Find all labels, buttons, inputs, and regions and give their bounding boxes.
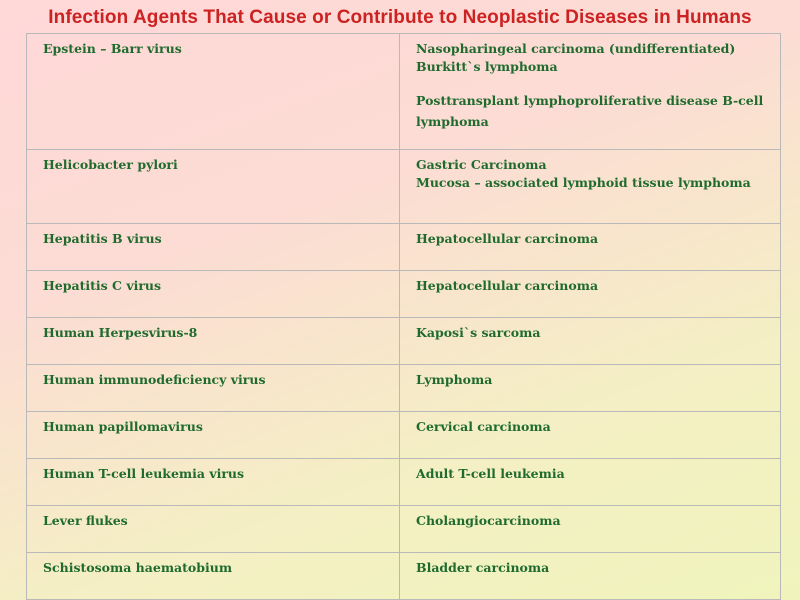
table-row: [27, 224, 781, 271]
disease-name: Lymphoma: [416, 372, 493, 387]
agent-name: Human T-cell leukemia virus: [43, 466, 245, 481]
disease-cell: [400, 224, 781, 271]
disease-name: Posttransplant lymphoproliferative disease B-cell: [416, 93, 764, 108]
agent-name: Human immunodeficiency virus: [43, 372, 266, 387]
table-row: [27, 365, 781, 412]
agent-cell: [27, 412, 400, 459]
agent-name: Epstein – Barr virus: [43, 41, 182, 56]
agent-name: Hepatitis B virus: [43, 231, 162, 246]
disease-cell: [400, 271, 781, 318]
disease-cell: [400, 506, 781, 553]
agent-name: Human papillomavirus: [43, 419, 203, 434]
disease-name: Mucosa – associated lymphoid tissue lymphoma: [416, 175, 751, 190]
agent-name: Lever flukes: [43, 513, 128, 528]
agent-name: Schistosoma haematobium: [43, 560, 233, 575]
table-row: [27, 271, 781, 318]
agent-cell: [27, 365, 400, 412]
agent-cell: [27, 150, 400, 224]
agent-cell: [27, 459, 400, 506]
disease-name: Bladder carcinoma: [416, 560, 550, 575]
agent-name: Human Herpesvirus-8: [43, 325, 198, 340]
disease-cell: [400, 553, 781, 600]
table-row: [27, 34, 781, 150]
disease-name: Cervical carcinoma: [416, 419, 551, 434]
table-row: [27, 318, 781, 365]
table-row: [27, 553, 781, 600]
table-row: [27, 506, 781, 553]
disease-name: Kaposi`s sarcoma: [416, 325, 541, 340]
table-row: [27, 412, 781, 459]
disease-cell: [400, 365, 781, 412]
agent-cell: [27, 224, 400, 271]
disease-cell: [400, 150, 781, 224]
agent-cell: [27, 506, 400, 553]
table-row: [27, 459, 781, 506]
agent-name: Helicobacter pylori: [43, 157, 178, 172]
disease-name: Adult T-cell leukemia: [416, 466, 565, 481]
disease-name: lymphoma: [416, 114, 489, 129]
disease-cell: [400, 412, 781, 459]
agent-cell: [27, 271, 400, 318]
agent-cell: [27, 318, 400, 365]
disease-cell: [400, 34, 781, 150]
disease-cell: [400, 318, 781, 365]
agent-cell: [27, 34, 400, 150]
disease-name: Cholangiocarcinoma: [416, 513, 561, 528]
agent-name: Hepatitis C virus: [43, 278, 162, 293]
agent-cell: [27, 553, 400, 600]
slide-title: Infection Agents That Cause or Contribute to Neoplastic Diseases in Humans: [48, 7, 752, 28]
disease-name: Burkitt`s lymphoma: [416, 59, 558, 74]
disease-name: Gastric Carcinoma: [416, 157, 547, 172]
disease-name: Hepatocellular carcinoma: [416, 231, 599, 246]
agents-table: [26, 33, 781, 600]
disease-cell: [400, 459, 781, 506]
disease-name: Hepatocellular carcinoma: [416, 278, 599, 293]
table-row: [27, 150, 781, 224]
disease-name: Nasopharingeal carcinoma (undifferentiated): [416, 41, 736, 56]
